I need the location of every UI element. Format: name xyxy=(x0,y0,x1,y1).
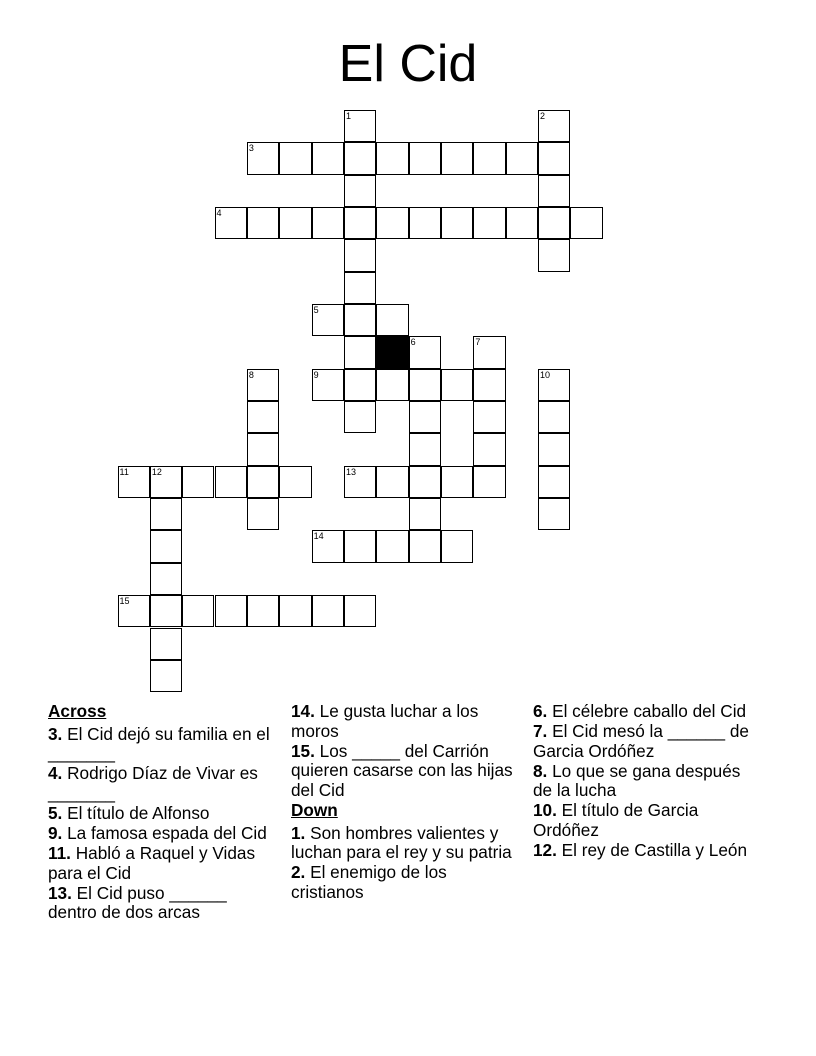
clue-number: 13 xyxy=(345,466,356,477)
grid-cell[interactable] xyxy=(376,369,408,401)
grid-cell[interactable] xyxy=(409,336,441,368)
clue-number: 11 xyxy=(119,466,129,477)
grid-cell[interactable] xyxy=(409,433,441,465)
clue xyxy=(48,884,276,923)
grid-cell[interactable] xyxy=(312,369,344,401)
clue-number: 8 xyxy=(248,369,254,380)
black-cell xyxy=(376,336,408,368)
clue-number: 6 xyxy=(410,337,416,348)
grid-cell[interactable] xyxy=(344,239,376,271)
grid-cell[interactable] xyxy=(150,466,182,498)
clue-number: 14 xyxy=(313,531,324,542)
grid-cell[interactable] xyxy=(344,401,376,433)
grid-cell[interactable] xyxy=(570,207,602,239)
grid-cell[interactable] xyxy=(344,110,376,142)
clue-text: El rey de Castilla y León xyxy=(556,840,748,861)
grid-cell[interactable] xyxy=(312,530,344,562)
grid-cell[interactable] xyxy=(538,433,570,465)
grid-cell[interactable] xyxy=(312,595,344,627)
grid-cell[interactable] xyxy=(150,563,182,595)
puzzle-title: El Cid xyxy=(338,35,478,93)
clue-text: Habló a Raquel y Vidas para el Cid xyxy=(48,843,256,883)
clue-text: Los _____ del Carrión quieren casarse con las hijas del Cid xyxy=(291,740,513,800)
grid-cell[interactable] xyxy=(441,530,473,562)
clue xyxy=(291,824,523,863)
clue-text: Le gusta luchar a los moros xyxy=(291,701,479,741)
clue-number-label: 6. xyxy=(533,701,548,721)
grid-cell[interactable] xyxy=(344,369,376,401)
grid-cell[interactable] xyxy=(312,304,344,336)
grid-cell[interactable] xyxy=(150,660,182,692)
clue-number-label: 8. xyxy=(533,760,548,781)
grid-cell[interactable] xyxy=(118,595,150,627)
grid-cell[interactable] xyxy=(344,595,376,627)
clue-column-3 xyxy=(533,702,755,861)
grid-cell[interactable] xyxy=(150,530,182,562)
clue-number-label: 11. xyxy=(48,843,71,864)
grid-cell[interactable] xyxy=(182,595,214,627)
grid-cell[interactable] xyxy=(473,433,505,465)
grid-cell[interactable] xyxy=(538,207,570,239)
grid-cell[interactable] xyxy=(344,336,376,368)
clue-text: Son hombres valientes y luchan para el rey y su patria xyxy=(291,822,512,863)
grid-cell[interactable] xyxy=(344,272,376,304)
grid-cell[interactable] xyxy=(247,466,279,498)
grid-cell[interactable] xyxy=(150,498,182,530)
grid-cell[interactable] xyxy=(473,207,505,239)
grid-cell[interactable] xyxy=(441,369,473,401)
grid-cell[interactable] xyxy=(376,530,408,562)
grid-cell[interactable] xyxy=(409,498,441,530)
clue xyxy=(48,764,276,803)
grid-cell[interactable] xyxy=(409,401,441,433)
grid-cell[interactable] xyxy=(344,142,376,174)
grid-cell[interactable] xyxy=(344,175,376,207)
clue-number: 4 xyxy=(216,207,222,218)
grid-cell[interactable] xyxy=(279,595,311,627)
clue-text: El enemigo de los cristianos xyxy=(291,862,447,902)
clue-number: 15 xyxy=(119,596,130,607)
grid-cell[interactable] xyxy=(441,207,473,239)
clue xyxy=(533,722,755,761)
grid-cell[interactable] xyxy=(150,628,182,660)
grid-cell[interactable] xyxy=(279,207,311,239)
clue-column-1 xyxy=(48,702,276,924)
grid-cell[interactable] xyxy=(409,142,441,174)
clue-text: La famosa espada del Cid xyxy=(62,823,267,844)
clue-number-label: 13. xyxy=(48,882,72,903)
grid-cell[interactable] xyxy=(538,498,570,530)
grid-cell[interactable] xyxy=(506,142,538,174)
clue xyxy=(48,725,276,764)
grid-cell[interactable] xyxy=(118,466,150,498)
clue-number: 2 xyxy=(540,110,546,121)
grid-cell[interactable] xyxy=(473,142,505,174)
grid-cell[interactable] xyxy=(247,142,279,174)
grid-cell[interactable] xyxy=(247,498,279,530)
clue-text: Lo que se gana después de la lucha xyxy=(533,760,741,801)
grid-cell[interactable] xyxy=(312,207,344,239)
clue xyxy=(533,841,755,861)
grid-cell[interactable] xyxy=(344,304,376,336)
grid-cell[interactable] xyxy=(279,466,311,498)
grid-cell[interactable] xyxy=(538,466,570,498)
clue-number-label: 9. xyxy=(48,823,63,844)
grid-cell[interactable] xyxy=(473,466,505,498)
clue xyxy=(48,804,276,824)
clue-text: El célebre caballo del Cid xyxy=(547,701,747,721)
clue xyxy=(291,863,523,902)
clue-number: 10 xyxy=(540,369,551,380)
grid-cell[interactable] xyxy=(538,401,570,433)
grid-cell[interactable] xyxy=(538,369,570,401)
clue xyxy=(48,824,276,844)
clue-text: El título de Garcia Ordóñez xyxy=(533,800,699,841)
clue-number-label: 1. xyxy=(291,822,306,843)
grid-cell[interactable] xyxy=(279,142,311,174)
grid-cell[interactable] xyxy=(376,207,408,239)
grid-cell[interactable] xyxy=(409,369,441,401)
grid-cell[interactable] xyxy=(247,595,279,627)
grid-cell[interactable] xyxy=(473,336,505,368)
clue-number: 7 xyxy=(475,337,481,348)
clue-number-label: 3. xyxy=(48,723,63,744)
grid-cell[interactable] xyxy=(344,207,376,239)
clue xyxy=(533,702,755,722)
grid-cell[interactable] xyxy=(473,369,505,401)
clue-number-label: 14. xyxy=(291,701,315,721)
grid-cell[interactable] xyxy=(376,304,408,336)
clue-number-label: 5. xyxy=(48,802,63,823)
clue-text: El título de Alfonso xyxy=(62,802,210,823)
grid-cell[interactable] xyxy=(247,433,279,465)
clue-number-label: 2. xyxy=(291,862,306,883)
grid-cell[interactable] xyxy=(506,207,538,239)
clue-number-label: 12. xyxy=(533,840,557,861)
clue-text: Rodrigo Díaz de Vivar es _______ xyxy=(48,763,258,803)
grid-cell[interactable] xyxy=(409,530,441,562)
grid-cell[interactable] xyxy=(247,369,279,401)
clue xyxy=(291,702,523,741)
clue xyxy=(533,801,755,840)
clue-number-label: 10. xyxy=(533,800,557,821)
grid-cell[interactable] xyxy=(376,142,408,174)
grid-cell[interactable] xyxy=(312,142,344,174)
clue-text: El Cid dejó su familia en el _______ xyxy=(48,723,270,764)
grid-cell[interactable] xyxy=(182,466,214,498)
grid-cell[interactable] xyxy=(409,207,441,239)
grid-cell[interactable] xyxy=(215,595,247,627)
clue-number: 12 xyxy=(151,466,162,477)
grid-cell[interactable] xyxy=(441,466,473,498)
grid-cell[interactable] xyxy=(247,401,279,433)
grid-cell[interactable] xyxy=(409,466,441,498)
across-heading: Across xyxy=(48,701,107,721)
grid-cell[interactable] xyxy=(538,110,570,142)
clue xyxy=(48,844,276,883)
clue-column-2 xyxy=(291,702,523,903)
clue-number-label: 7. xyxy=(533,721,548,742)
grid-cell[interactable] xyxy=(538,239,570,271)
grid-cell[interactable] xyxy=(247,207,279,239)
clue-number: 5 xyxy=(313,305,319,315)
clue-text: El Cid puso ______ dentro de dos arcas xyxy=(48,882,227,923)
grid-cell[interactable] xyxy=(473,401,505,433)
down-heading: Down xyxy=(291,799,338,820)
clue-number: 1 xyxy=(345,110,351,121)
grid-cell[interactable] xyxy=(215,207,247,239)
grid-cell[interactable] xyxy=(150,595,182,627)
grid-cell[interactable] xyxy=(215,466,247,498)
grid-cell[interactable] xyxy=(538,175,570,207)
clue xyxy=(533,762,755,801)
clue-number-label: 15. xyxy=(291,740,315,761)
grid-cell[interactable] xyxy=(376,466,408,498)
clue-number: 9 xyxy=(313,369,319,380)
grid-cell[interactable] xyxy=(538,142,570,174)
clue-number: 3 xyxy=(248,143,254,154)
clue xyxy=(291,742,523,801)
clue-text: El Cid mesó la ______ de Garcia Ordóñez xyxy=(533,721,749,761)
clue-number-label: 4. xyxy=(48,763,63,784)
grid-cell[interactable] xyxy=(441,142,473,174)
grid-cell[interactable] xyxy=(344,466,376,498)
grid-cell[interactable] xyxy=(344,530,376,562)
